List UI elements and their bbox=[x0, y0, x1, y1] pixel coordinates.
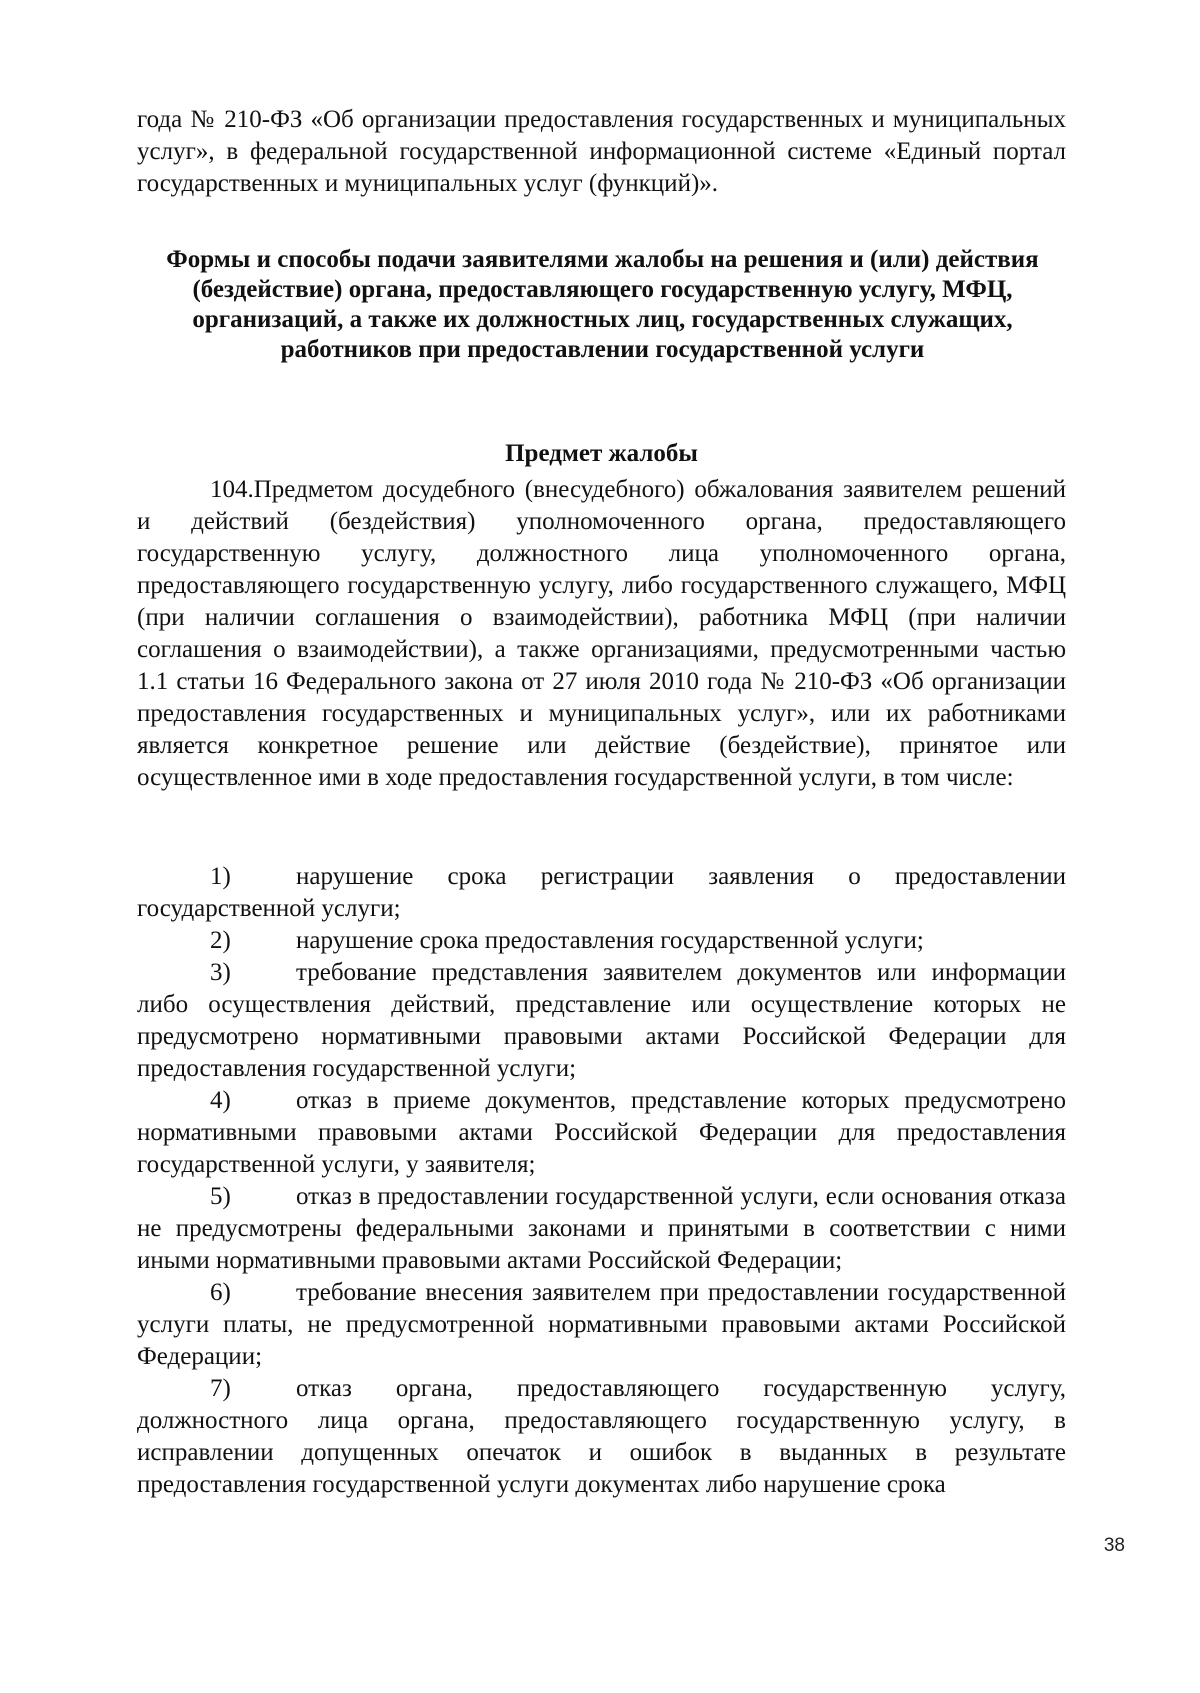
list-item bbox=[137, 861, 1066, 925]
list-item-number: 7) bbox=[210, 1375, 231, 1402]
list-item-number: 3) bbox=[210, 959, 231, 986]
clause-104: 104.Предметом досудебного (внесудебного) обжалования заявителем решений и действий (бездействия) уполномоченного органа, предоставляющего государственную услугу, должностного лица уполномоченного органа, предоставляющего государственную услугу, либо государственного служащего, МФЦ (при наличии соглашения о взаимодействии), работника МФЦ (при наличии соглашения о взаимодействии), а также организациями, предусмотренными частью 1.1 статьи 16 Федерального закона от 27 июля 2010 года № 210-ФЗ «Об организации предоставления государственных и муниципальных услуг», или их работниками является конкретное решение или действие (бездействие), принятое или осуществленное ими в ходе предоставления государственной услуги, в том числе: bbox=[137, 476, 1066, 791]
list-item-number: 2) bbox=[210, 927, 231, 954]
list-item-text: нарушение срока предоставления государственной услуги; bbox=[296, 927, 924, 954]
violations-list bbox=[137, 861, 1066, 1501]
list-item-text: отказ органа, предоставляющего государственную услугу, должностного лица органа, предоставляющего государственную услугу, в исправлении допущенных опечаток и ошибок в выданных в результате предоставления государственной услуги документах либо нарушение срока bbox=[137, 1375, 1066, 1498]
subheading: Предмет жалобы bbox=[505, 440, 698, 467]
list-item bbox=[137, 925, 1066, 957]
list-item bbox=[137, 1277, 1066, 1373]
list-item-number: 6) bbox=[210, 1279, 231, 1306]
lead-paragraph: года № 210-ФЗ «Об организации предоставления государственных и муниципальных услуг», в федеральной государственной информационной системе «Единый портал государственных и муниципальных услуг (функций)». bbox=[137, 106, 1066, 197]
list-item-text: нарушение срока регистрации заявления о предоставлении государственной услуги; bbox=[137, 863, 1066, 922]
section-heading: Формы и способы подачи заявителями жалобы на решения и (или) действия (бездействие) органа, предоставляющего государственную услугу, МФЦ, организаций, а также их должностных лиц, государственных служащих, работников при предоставлении государственной услуги bbox=[166, 246, 1039, 363]
list-item bbox=[137, 1373, 1066, 1501]
list-item-text: отказ в предоставлении государственной услуги, если основания отказа не предусмотрены федеральными законами и принятыми в соответствии с ними иными нормативными правовыми актами Российской Федерации; bbox=[137, 1183, 1066, 1274]
list-item-number: 4) bbox=[210, 1087, 231, 1114]
list-item-text: требование внесения заявителем при предоставлении государственной услуги платы, не предусмотренной нормативными правовыми актами Российской Федерации; bbox=[137, 1279, 1066, 1370]
list-item-number: 1) bbox=[210, 863, 231, 890]
list-item bbox=[137, 957, 1066, 1085]
list-item bbox=[137, 1085, 1066, 1181]
list-item-text: требование представления заявителем документов или информации либо осуществления действий, представление или осуществление которых не предусмотрено нормативными правовыми актами Российской Федерации для предоставления государственной услуги; bbox=[137, 959, 1066, 1082]
list-item bbox=[137, 1181, 1066, 1277]
list-item-number: 5) bbox=[210, 1183, 231, 1210]
page-number: 38 bbox=[1103, 1535, 1125, 1556]
list-item-text: отказ в приеме документов, представление которых предусмотрено нормативными правовыми актами Российской Федерации для предоставления государственной услуги, у заявителя; bbox=[137, 1087, 1066, 1178]
